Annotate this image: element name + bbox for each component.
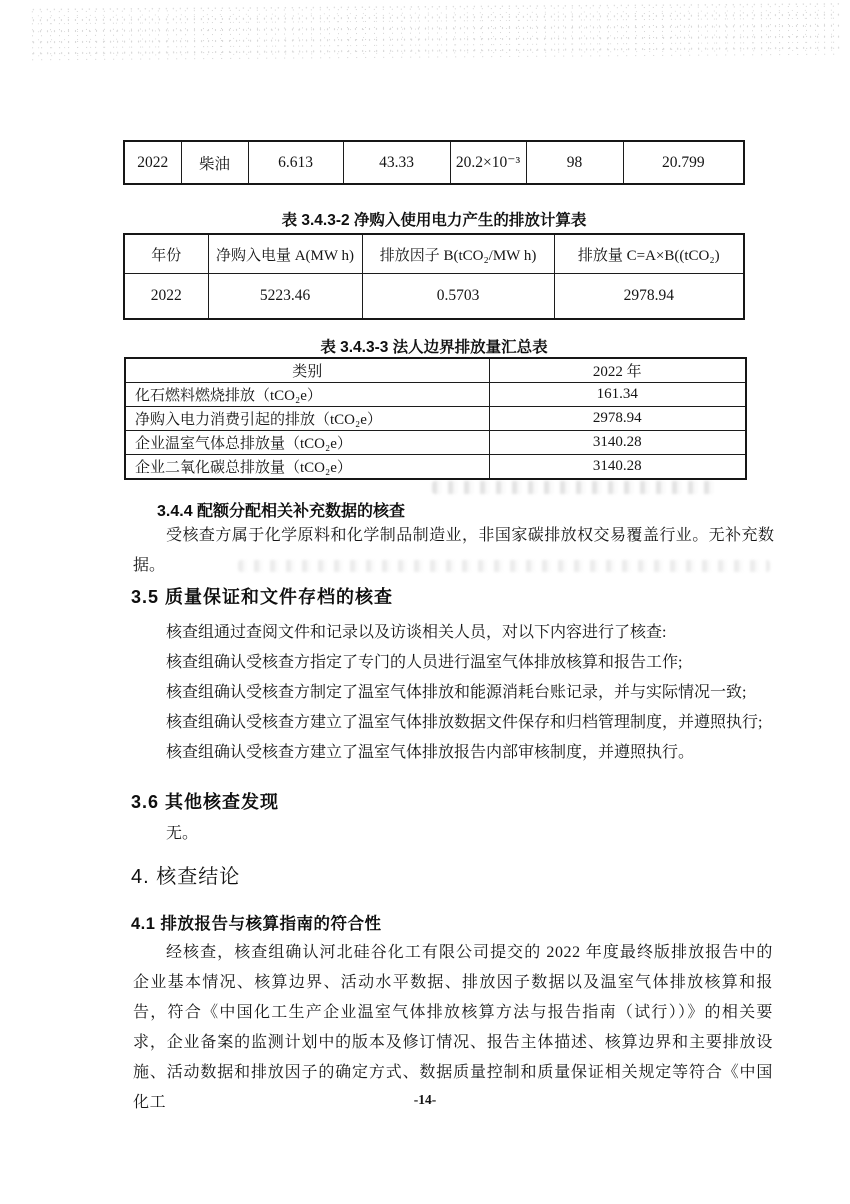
section-heading-3-6: 3.6 其他核查发现 xyxy=(131,792,280,812)
section-4-1-paragraph: 经核查，核查组确认河北硅谷化工有限公司提交的 2022 年度最终版排放报告中的企业基本情况、核算边界、活动水平数据、排放因子数据以及温室气体排放核算和报告，符合《中国化工生产企业温室气体排放核算方法与报告指南（试行））》的相关要求，企业备案的监测计划中的版本及修订情况、报告主体描述、核算边界和主要排放设施、活动数据和排放因子的确定方式、数据质量控制和质量保证相关规定等符合《中国化工 xyxy=(133,944,773,1111)
table-cell: 净购入电力消费引起的排放（tCO₂e） xyxy=(125,407,489,431)
table-row xyxy=(124,274,744,320)
table-cell: 2978.94 xyxy=(554,274,744,320)
scan-bleedthrough-artifact xyxy=(432,481,720,494)
column-header: 年份 xyxy=(124,234,208,274)
table-cell: 20.799 xyxy=(623,141,744,184)
paragraph: 核查组确认受核查方建立了温室气体排放报告内部审核制度，并遵照执行。 xyxy=(166,744,695,761)
page-number: -14- xyxy=(413,1092,437,1107)
column-header: 排放量 C=A×B((tCO₂) xyxy=(554,234,744,274)
table-row xyxy=(124,141,744,184)
section-heading-4: 4. 核查结论 xyxy=(131,866,241,888)
table-cell: 20.2×10⁻³ xyxy=(450,141,526,184)
table-cell: 3140.28 xyxy=(489,455,746,480)
section-3-4-4-paragraph: 受核查方属于化学原料和化学制品制造业，非国家碳排放权交易覆盖行业。无补充数据。 xyxy=(133,527,774,574)
table-cell: 0.5703 xyxy=(362,274,554,320)
table-cell: 2022 xyxy=(124,141,181,184)
table-row xyxy=(125,455,746,480)
table-row xyxy=(125,407,746,431)
table-cell: 2978.94 xyxy=(489,407,746,431)
table-cell: 161.34 xyxy=(489,383,746,407)
table-cell: 企业温室气体总排放量（tCO₂e） xyxy=(125,431,489,455)
section-heading-3-4-4: 3.4.4 配额分配相关补充数据的核查 xyxy=(157,503,406,520)
column-header: 2022 年 xyxy=(489,358,746,383)
column-header: 净购入电量 A(MW h) xyxy=(208,234,362,274)
scan-noise-band xyxy=(28,3,840,61)
paragraph: 核查组通过查阅文件和记录以及访谈相关人员，对以下内容进行了核查: xyxy=(166,624,667,641)
table-cell: 3140.28 xyxy=(489,431,746,455)
table-header-row xyxy=(125,358,746,383)
paragraph: 核查组确认受核查方制定了温室气体排放和能源消耗台账记录，并与实际情况一致; xyxy=(166,684,747,701)
table-row xyxy=(125,431,746,455)
section-3-6-paragraph: 无。 xyxy=(166,825,199,842)
table-343-3-title: 表 3.4.3-3 法人边界排放量汇总表 xyxy=(320,339,548,356)
column-header: 类别 xyxy=(125,358,489,383)
section-heading-3-5: 3.5 质量保证和文件存档的核查 xyxy=(131,587,394,607)
fuel-emission-table xyxy=(123,140,745,185)
table-cell: 企业二氧化碳总排放量（tCO₂e） xyxy=(125,455,489,480)
table-cell: 柴油 xyxy=(181,141,248,184)
table-cell: 5223.46 xyxy=(208,274,362,320)
table-cell: 98 xyxy=(526,141,623,184)
table-header-row xyxy=(124,234,744,274)
column-header: 排放因子 B(tCO₂/MW h) xyxy=(362,234,554,274)
table-cell: 6.613 xyxy=(248,141,343,184)
table-cell: 43.33 xyxy=(343,141,450,184)
electricity-emission-table xyxy=(123,233,745,320)
paragraph: 核查组确认受核查方指定了专门的人员进行温室气体排放核算和报告工作; xyxy=(166,654,683,671)
summary-emission-table xyxy=(124,357,747,480)
section-heading-4-1: 4.1 排放报告与核算指南的符合性 xyxy=(131,915,382,933)
table-cell: 2022 xyxy=(124,274,208,320)
table-343-2-title: 表 3.4.3-2 净购入使用电力产生的排放计算表 xyxy=(281,212,587,229)
paragraph: 核查组确认受核查方建立了温室气体排放数据文件保存和归档管理制度，并遵照执行; xyxy=(166,714,763,731)
table-cell: 化石燃料燃烧排放（tCO₂e） xyxy=(125,383,489,407)
table-row xyxy=(125,383,746,407)
section-3-5-paragraphs xyxy=(133,618,775,768)
